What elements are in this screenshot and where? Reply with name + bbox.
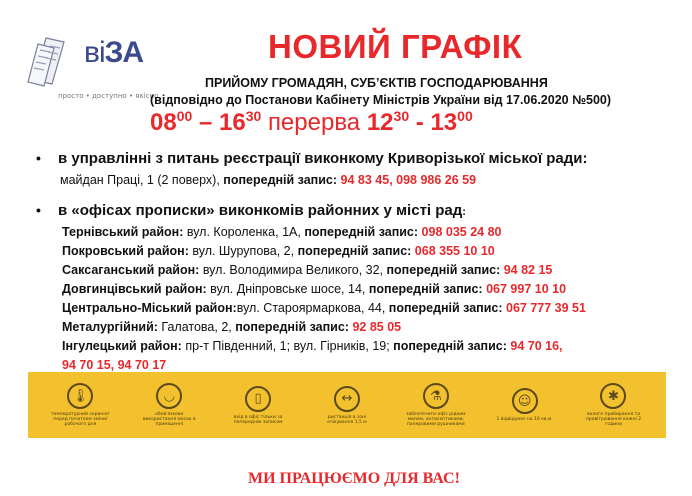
safety-rules-banner xyxy=(28,372,666,438)
decree-reference: (відповідно до Постанови Кабінету Міністрів України від 17.06.2020 №500) xyxy=(150,93,612,107)
banner-item: ✱ вологе прибирання та провітрювання кожні 2 години xyxy=(582,383,644,427)
main-office-phones: 94 83 45, 098 986 26 59 xyxy=(340,173,477,187)
cleaning-icon: ✱ xyxy=(600,383,626,409)
list-item: Покровський район: вул. Шурупова, 2, попередній запис: 068 355 10 10 xyxy=(62,244,495,258)
districts-heading: • в «офісах прописки» виконкомів районних у місті рад: xyxy=(36,202,466,219)
document-stack-icon xyxy=(24,30,84,92)
page-subtitle: ПРИЙОМУ ГРОМАДЯН, СУБ’ЄКТІВ ГОСПОДАРЮВАННЯ xyxy=(205,76,548,90)
banner-item: ◡ обов'язкове використання масок в приміщенні xyxy=(138,383,200,427)
distance-icon: ↔ xyxy=(334,386,360,412)
list-item: Інгулецький район: пр-т Південний, 1; вул. Гірників, 19; попередній запис: 94 70 16, xyxy=(62,339,563,353)
logo xyxy=(24,30,159,110)
list-item: Довгинцівський район: вул. Дніпровське шосе, 14, попередній запис: 067 997 10 10 xyxy=(62,282,567,296)
extra-phones: 94 70 15, 94 70 17 xyxy=(62,358,167,372)
list-item: Тернівський район: вул. Короленка, 1А, попередній запис: 098 035 24 80 xyxy=(62,225,502,239)
working-hours: $08^{00} - 16^{30}$ перерва $12^{30} - 13^{00}$ xyxy=(150,108,473,136)
banner-item: ⚗ забезпечити офіс рідким милом, антисептиками, паперовими рушниками xyxy=(405,383,467,427)
page-title: НОВИЙ ГРАФІК xyxy=(268,28,523,65)
list-item: Саксаганський район: вул. Володимира Великого, 32, попередній запис: 94 82 15 xyxy=(62,263,553,277)
banner-item: 🌡 температурний скринінг перед початком зміни/ робочого дня xyxy=(49,383,111,427)
footer-slogan: МИ ПРАЦЮЄМО ДЛЯ ВАС! xyxy=(248,470,460,487)
logo-tagline: просто • доступно • якісно xyxy=(58,92,159,100)
district-list xyxy=(62,223,586,375)
banner-item: ▯ вхід в офіс тільки за попереднім записом xyxy=(227,386,289,425)
person-icon: ☺ xyxy=(512,388,538,414)
banner-item: ☺ 1 відвідувач на 10 кв.м. xyxy=(494,388,556,422)
logo-wordmark: віЗА xyxy=(84,36,144,69)
main-office-heading: • в управлінні з питань реєстрації виконкому Криворізької міської ради: xyxy=(36,150,588,167)
bullet-icon: • xyxy=(36,202,41,218)
main-office-address: майдан Праці, 1 (2 поверх), попередній запис: 94 83 45, 098 986 26 59 xyxy=(60,173,477,187)
bullet-icon: • xyxy=(36,150,41,166)
list-item: Металургійний: Галатова, 2, попередній запис: 92 85 05 xyxy=(62,320,402,334)
door-icon: ▯ xyxy=(245,386,271,412)
sanitizer-icon: ⚗ xyxy=(423,383,449,409)
break-label: перерва xyxy=(267,109,361,136)
banner-item: ↔ дистанція в зоні очікування 1,5 м xyxy=(316,386,378,425)
thermometer-icon: 🌡 xyxy=(67,383,93,409)
list-item: Центрально-Міський район:вул. Староярмаркова, 44, попередній запис: 067 777 39 51 xyxy=(62,301,586,315)
mask-icon: ◡ xyxy=(156,383,182,409)
